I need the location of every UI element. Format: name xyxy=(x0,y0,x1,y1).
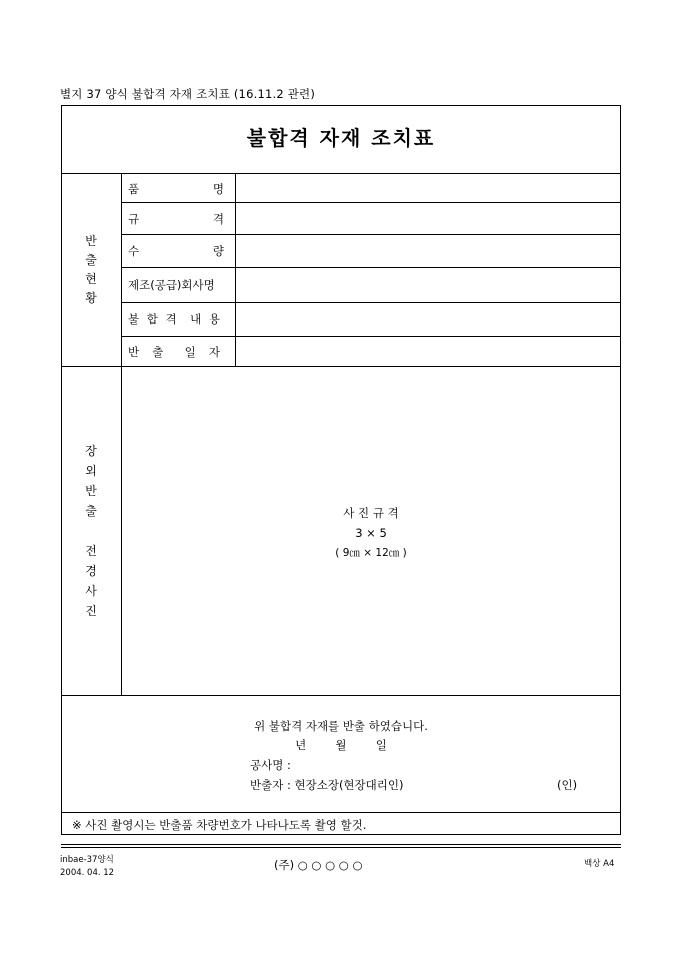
photo-note: ※ 사진 촬영시는 반출품 차량번호가 나타나도록 촬영 할것. xyxy=(72,818,367,832)
declaration-date: 년 월 일 xyxy=(295,738,387,752)
declaration-statement: 위 불합격 자재를 반출 하였습니다. xyxy=(254,719,428,733)
field-value-shipment-date[interactable] xyxy=(236,337,620,366)
footer-form-date: 2004. 04. 12 xyxy=(60,868,115,878)
field-label-spec: 규 격 xyxy=(128,212,224,226)
divider-section2 xyxy=(61,695,621,696)
divider-note xyxy=(61,812,621,813)
form-title: 불합격 자재 조치표 xyxy=(246,126,436,150)
field-label-manufacturer: 제조(공급)회사명 xyxy=(128,278,215,292)
photo-spec-size: ( 9㎝ × 12㎝ ) xyxy=(335,547,407,559)
field-value-rejection-detail[interactable] xyxy=(236,303,620,336)
section-label-offsite-photo: 장 외 반 출 전 경 사 진 xyxy=(85,444,97,618)
field-value-manufacturer[interactable] xyxy=(236,268,620,302)
field-value-spec[interactable] xyxy=(236,203,620,234)
footer-company: (주) ○ ○ ○ ○ ○ xyxy=(274,858,363,872)
footer-form-code: inbae-37양식 xyxy=(60,855,114,865)
form-caption: 별지 37 양식 불합격 자재 조치표 (16.11.2 관련) xyxy=(60,87,316,101)
section-label-shipment-status: 반 출 현 황 xyxy=(85,234,97,305)
footer-rule-bottom xyxy=(61,847,621,848)
project-name-label: 공사명 : xyxy=(250,758,291,772)
field-value-quantity[interactable] xyxy=(236,235,620,267)
footer-rule-top xyxy=(61,844,621,845)
field-label-quantity: 수 량 xyxy=(128,244,224,258)
field-label-item-name: 품 명 xyxy=(128,182,224,196)
field-value-item-name[interactable] xyxy=(236,174,620,202)
seal-mark: (인) xyxy=(557,778,578,792)
photo-spec-title: 사 진 규 격 xyxy=(343,506,399,520)
field-label-shipment-date: 반 출 일 자 xyxy=(128,345,220,359)
photo-spec-ratio: 3 × 5 xyxy=(355,526,387,540)
field-label-rejection-detail: 불 합 격 내 용 xyxy=(128,312,220,326)
sender-label: 반출자 : 현장소장(현장대리인) xyxy=(250,778,404,792)
footer-paper-size: 백상 A4 xyxy=(584,859,615,869)
